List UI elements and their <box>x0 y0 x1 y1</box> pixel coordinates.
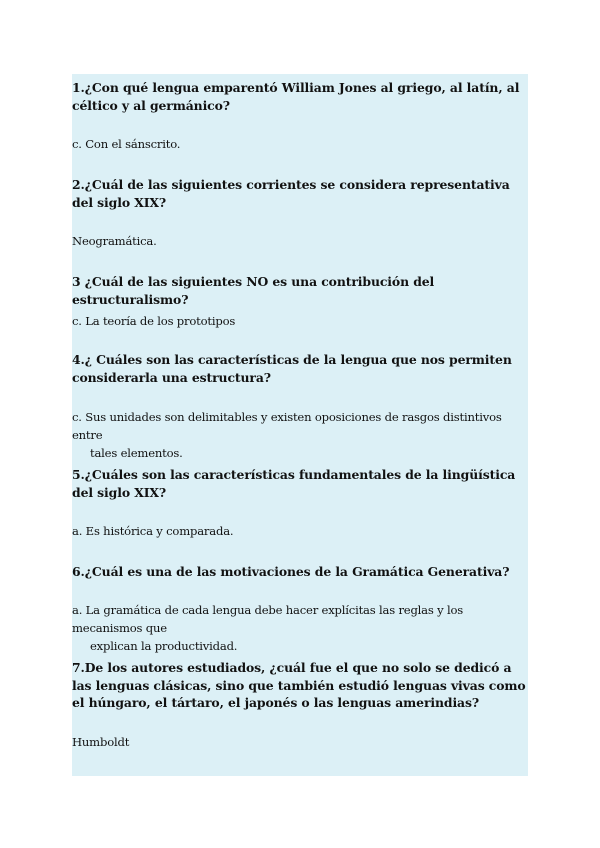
question-2: 2.¿Cuál de las siguientes corrientes se considera representativa del siglo XIX? <box>72 177 510 210</box>
answer-2 <box>72 232 530 250</box>
question-3: 3 ¿Cuál de las siguientes NO es una contribución del estructuralismo? <box>72 274 435 307</box>
question-4: 4.¿ Cuáles son las características de la lengua que nos permiten considerarla una estructura? <box>72 352 512 385</box>
question-6: 6.¿Cuál es una de las motivaciones de la Gramática Generativa? <box>72 564 510 579</box>
question-7: 7.De los autores estudiados, ¿cuál fue el que no solo se dedicó a las lenguas clásicas, sino que también estudió lenguas vivas como el húngaro, el tártaro, el japonés o las lenguas amerindias? <box>72 660 526 710</box>
answer-4-text: c. Sus unidades son delimitables y existen oposiciones de rasgos distintivos entre <box>72 410 502 442</box>
answer-1-text: c. Con el sánscrito. <box>72 137 181 151</box>
question-1: 1.¿Con qué lengua emparentó William Jones al griego, al latín, al céltico y al germánico? <box>72 80 520 113</box>
answer-6-continuation: explican la productividad. <box>90 639 238 653</box>
answer-4-continuation: tales elementos. <box>90 446 183 460</box>
answer-6 <box>72 601 530 655</box>
answer-7 <box>72 733 530 751</box>
answer-3 <box>72 312 530 330</box>
answer-3-text: c. La teoría de los prototipos <box>72 314 236 328</box>
answer-2-text: Neogramática. <box>72 234 157 248</box>
answer-6-text: a. La gramática de cada lengua debe hacer explícitas las reglas y los mecanismos que <box>72 603 463 635</box>
answer-1 <box>72 135 530 153</box>
answer-5 <box>72 522 530 540</box>
question-5: 5.¿Cuáles son las características fundamentales de la lingüística del siglo XIX? <box>72 467 516 500</box>
answer-4 <box>72 408 530 462</box>
answer-5-text: a. Es histórica y comparada. <box>72 524 234 538</box>
answer-7-text: Humboldt <box>72 735 130 749</box>
